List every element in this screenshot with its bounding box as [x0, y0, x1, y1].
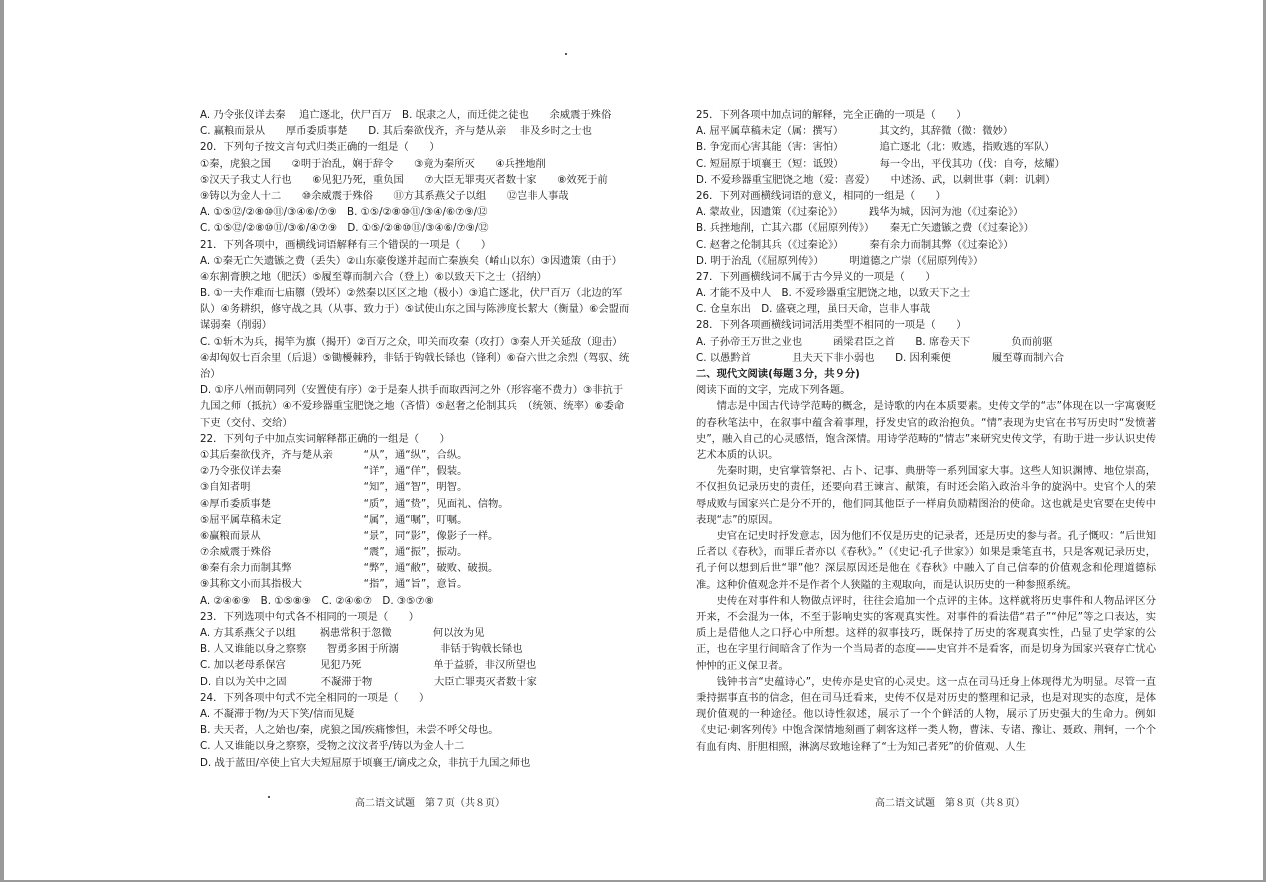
- text-line: A. 乃令张仪详去秦 追亡逐北，伏尸百万 B. 氓隶之人，而迁徙之徒也 余威震于殊俗: [200, 109, 612, 121]
- text-line: 治）: [200, 368, 221, 380]
- text-line: ⑨其称文小而其指极大 “指”，通“旨”，意旨。: [200, 578, 468, 591]
- page-border-left: [0, 0, 4, 882]
- text-line: A. 子孙帝王万世之业也 函梁君臣之首 B. 席卷天下 负而前驱: [696, 335, 1053, 348]
- text-line: A. 不凝滞于物/为天下笑/信而见疑: [200, 707, 355, 720]
- text-line: ⑤汉天子我丈人行也 ⑥见犯乃死，重负国 ⑦大臣无罪夷灭者数十家 ⑧效死于前: [200, 173, 608, 186]
- page-footer-right: 高二语文试题 第８页（共８页）: [875, 798, 1025, 809]
- text-line: D. 不爱珍器重宝肥饶之地（爱：喜爱） 中述汤、武，以刺世事（刺：讥刺）: [696, 173, 1056, 186]
- text-line: 九国之师（抵抗）④不爱珍器重宝肥饶之地（吝惜）⑤赵奢之伦制其兵 （统领、统率）⑥委命: [200, 400, 625, 413]
- question-22-stem: 22．下列句子中加点实词解释都正确的一组是（ ）: [200, 432, 450, 445]
- text-line: A. ①秦无亡矢遗镞之费（丢失）②山东豪俊遂并起而亡秦族矣（崤山以东）③因遗策（由于）: [200, 254, 623, 267]
- text-line: C. 人又谁能以身之察察，受物之汶汶者乎/铸以为金人十二: [200, 740, 465, 753]
- text-line: B. 兵挫地削，亡其六郡（《屈原列传》） 秦无亡矢遗镞之费（《过秦论》）: [696, 222, 1034, 235]
- text-line: A. 蒙故业，因遗策（《过秦论》） 践华为城，因河为池（《过秦论》）: [696, 206, 1024, 219]
- text-line: 谋弱秦（削弱）: [200, 319, 273, 332]
- text-line: C. 以愚黔首 且夫天下非小弱也 D. 因利乘便 履至尊而制六合: [696, 351, 1065, 364]
- question-27-stem: 27．下列画横线词不属于古今异义的一项是（ ）: [696, 270, 936, 283]
- question-20-stem: 20．下列句子按文言句式归类正确的一组是（ ）: [200, 141, 440, 154]
- text-line: C. 赵奢之伦制其兵（《过秦论》） 秦有余力而制其弊（《过秦论》）: [696, 238, 1014, 251]
- text-line: 队）④务耕织，修守战之具（从事、致力于）⑤试使山东之国与陈涉度长絜大（衡量）⑥会盟而: [200, 303, 630, 316]
- right-page-column: [696, 107, 1156, 755]
- question-28-stem: 28．下列各项画横线词词活用类型不相同的一项是（ ）: [696, 319, 967, 332]
- text-line: C. 加以老母系保宫 见犯乃死 单于益骄，非汉所望也: [200, 659, 537, 672]
- reading-instruction: 阅读下面的文字，完成下列各题。: [696, 384, 851, 397]
- text-line: 下吏（交付、交给）: [200, 416, 293, 429]
- text-line: C. 短屈原于顷襄王（短：诋毁） 每一令出，平伐其功（伐：自夸，炫耀）: [696, 157, 1065, 170]
- text-line: B. 争宠而心害其能（害：害怕） 追亡逐北（北：败逃，指败逃的军队）: [696, 141, 1055, 154]
- answer-option: C. ①⑤⑫/②⑧⑩⑪/③⑥/④⑦⑨ D. ①⑤/②⑧⑩⑪/③④⑥/⑦⑨/⑫: [200, 222, 489, 235]
- text-line: ④东割膏腴之地（肥沃）⑤履至尊而制六合（登上）⑥以致天下之士（招纳）: [200, 270, 547, 283]
- text-line: B. 夫天者，人之始也/秦，虎狼之国/疾痛惨怛，未尝不呼父母也。: [200, 724, 499, 737]
- question-21-stem: 21．下列各项中，画横线词语解释有三个错误的一项是（ ）: [200, 238, 492, 251]
- text-line: ⑥赢粮而景从 “景”，同“影”，像影子一样。: [200, 529, 499, 542]
- reading-paragraph: 史官在记史时抒发意志，因为他们不仅是历史的记录者，还是历史的参与者。孔子慨叹：“后世知丘者以《春秋》，而罪丘者亦以《春秋》。”（《史记·孔子世家》）如果是秉笔直书，只是客观记录历史，孔子何以想到后世“罪”他？深层原因还是他在《春秋》中融入了自己信奉的价值观念和伦理道德标准。这种价值观念并不是作者个人狭隘的主观取向，而是认识历史的一种参照系统。: [696, 530, 1156, 591]
- reading-paragraph: 先秦时期，史官掌管祭祀、占卜、记事、典册等一系列国家大事。这些人知识渊博、地位崇高，不仅担负记录历史的责任，还要向君王谏言、献策，有时还会陷入政治斗争的旋涡中。史官个人的荣辱成败与国家兴亡是分不开的，他们同其他臣子一样肩负励精图治的使命。这也就是史官要在史传中表现“志”的原因。: [696, 465, 1156, 526]
- text-line: ⑨铸以为金人十二 ⑩余威震于殊俗 ⑪方其系燕父子以组 ⑫岂非人事哉: [200, 189, 569, 202]
- text-line: ③自知者明 “知”，通“智”，明智。: [200, 481, 468, 494]
- text-line: A. 才能不及中人 B. 不爱珍器重宝肥饶之地，以致天下之士: [696, 287, 971, 300]
- text-line: C. 赢粮而景从 厚币委质事楚 D. 其后秦欲伐齐，齐与楚从亲 非及乡时之士也: [200, 125, 592, 138]
- text-line: A. 屈平属草稿未定（属：撰写） 其文约，其辞微（微：微妙）: [696, 125, 1014, 138]
- text-line: ①其后秦欲伐齐，齐与楚从亲 “从”，通“纵”，合纵。: [200, 448, 468, 461]
- text-line: ②乃令张仪详去秦 “详”，通“佯”，假装。: [200, 465, 468, 478]
- text-line: B. ①一夫作难而七庙隳（毁坏）②然秦以区区之地（极小）③追亡逐北，伏尸百万（北边的军: [200, 287, 623, 300]
- answer-option: A. ①⑤⑫/②⑧⑩⑪/③④⑥/⑦⑨ B. ①⑤/②⑧⑩⑪/③④/⑥⑦⑨/⑫: [200, 206, 488, 219]
- text-line: ④却匈奴七百余里（后退）⑤锄櫌棘矜，非铦于钩戟长铩也（锋利）⑥奋六世之余烈（驾驭、统: [200, 351, 630, 364]
- page-footer-left: 高二语文试题 第７页（共８页）: [355, 798, 505, 809]
- reading-paragraph: 史传在对事件和人物做点评时，往往会追加一个点评的主体。这样就将历史事件和人物品评区分开来，不会混为一体，不至于影响史实的客观真实性。对事件的看法借“君子”“仲尼”等之口表达，实质上是借他人之口抒心中所想。这样的叙事技巧，既保持了历史的客观真实性，凸显了史学家的公正，也在字里行间暗含了作为一个当局者的态度——史官并不是看客，而是切身为国家兴衰存亡忧心忡忡的正义保卫者。: [696, 594, 1156, 672]
- text-line: D. 自以为关中之固 不凝滞于物 大臣亡罪夷灭者数十家: [200, 675, 537, 688]
- left-page-column: [200, 107, 658, 771]
- text-line: ⑦余威震于殊俗 “震”，通“振”，振动。: [200, 546, 468, 559]
- text-line: ④厚币委质事楚 “质”，通“贽”，见面礼、信物。: [200, 497, 509, 510]
- text-line: A. 方其系燕父子以组 祸患常积于忽微 何以汝为见: [200, 627, 485, 639]
- text-line: B. 人又谁能以身之察察 智勇多困于所溺 非铦于钩戟长铩也: [200, 643, 523, 656]
- text-line: ①秦，虎狼之国 ②明于治乱，娴于辞令 ③竟为秦所灭 ④兵挫地削: [200, 157, 546, 170]
- question-24-stem: 24．下列各项中句式不完全相同的一项是（ ）: [200, 691, 430, 704]
- section-title: 二、现代文阅读(每题３分，共９分): [696, 368, 860, 380]
- answer-option: A. ②④⑥⑨ B. ①⑤⑧⑨ C. ②④⑥⑦ D. ③⑤⑦⑧: [200, 594, 434, 607]
- text-line: D. ①序八州而朝同列（安置使有序）②于是秦人拱手而取西河之外（形容毫不费力）③非抗于: [200, 384, 624, 397]
- scan-mark: [565, 53, 567, 55]
- text-line: C. 仓皇东出 D. 盛衰之理，虽曰天命，岂非人事哉: [696, 303, 931, 316]
- text-line: ⑤屈平属草稿未定 “属”，通“嘱”，叮嘱。: [200, 513, 468, 526]
- question-26-stem: 26．下列对画横线词语的意义，相同的一组是（ ）: [696, 189, 946, 202]
- reading-paragraph: 情志是中国古代诗学范畴的概念，是诗歌的内在本质要素。史传文学的“志”体现在以一字寓褒贬的春秋笔法中，在叙事中蕴含着事理，抒发史官的政治抱负。“情”表现为史官在书写历史时“发愤著史”，融入自己的心灵感悟，饱含深情。用诗学范畴的“情志”来研究史传文学，有助于进一步认识史传艺术本质的认识。: [696, 400, 1156, 461]
- question-23-stem: 23．下列选项中句式各不相同的一项是（ ）: [200, 610, 420, 623]
- text-line: D. 战于蓝田/卒使上官大夫短屈原于顷襄王/谪戍之众，非抗于九国之师也: [200, 756, 531, 769]
- text-line: D. 明于治乱（《屈原列传》） 明道德之广崇（《屈原列传》）: [696, 254, 984, 267]
- text-line: ⑧秦有余力而制其弊 “弊”，通“敝”，破败、破损。: [200, 562, 499, 575]
- scan-mark: [268, 796, 270, 798]
- question-25-stem: 25．下列各项中加点词的解释，完全正确的一项是（ ）: [696, 109, 967, 121]
- reading-paragraph: 钱钟书言“史蕴诗心”，史传亦是史官的心灵史。这一点在司马迁身上体现得尤为明显。尽管一直秉持据事直书的信念，但在司马迁看来，史传不仅是对历史的整理和记录，也是对现实的态度，是体现价值观的一种途径。他以诗性叙述，展示了一个个鲜活的人物，展示了历史强大的生命力。例如《史记·刺客列传》中饱含深情地刻画了刺客这样一类人物，曹沫、专诸、豫让、聂政、荆轲，一个个有血有肉、肝胆相照，淋漓尽致地诠释了“士为知己者死”的价值观、人生: [696, 675, 1156, 753]
- text-line: C. ①斩木为兵，揭竿为旗（揭开）②百万之众，叩关而攻秦（攻打）③秦人开关延敌（迎击）: [200, 335, 623, 348]
